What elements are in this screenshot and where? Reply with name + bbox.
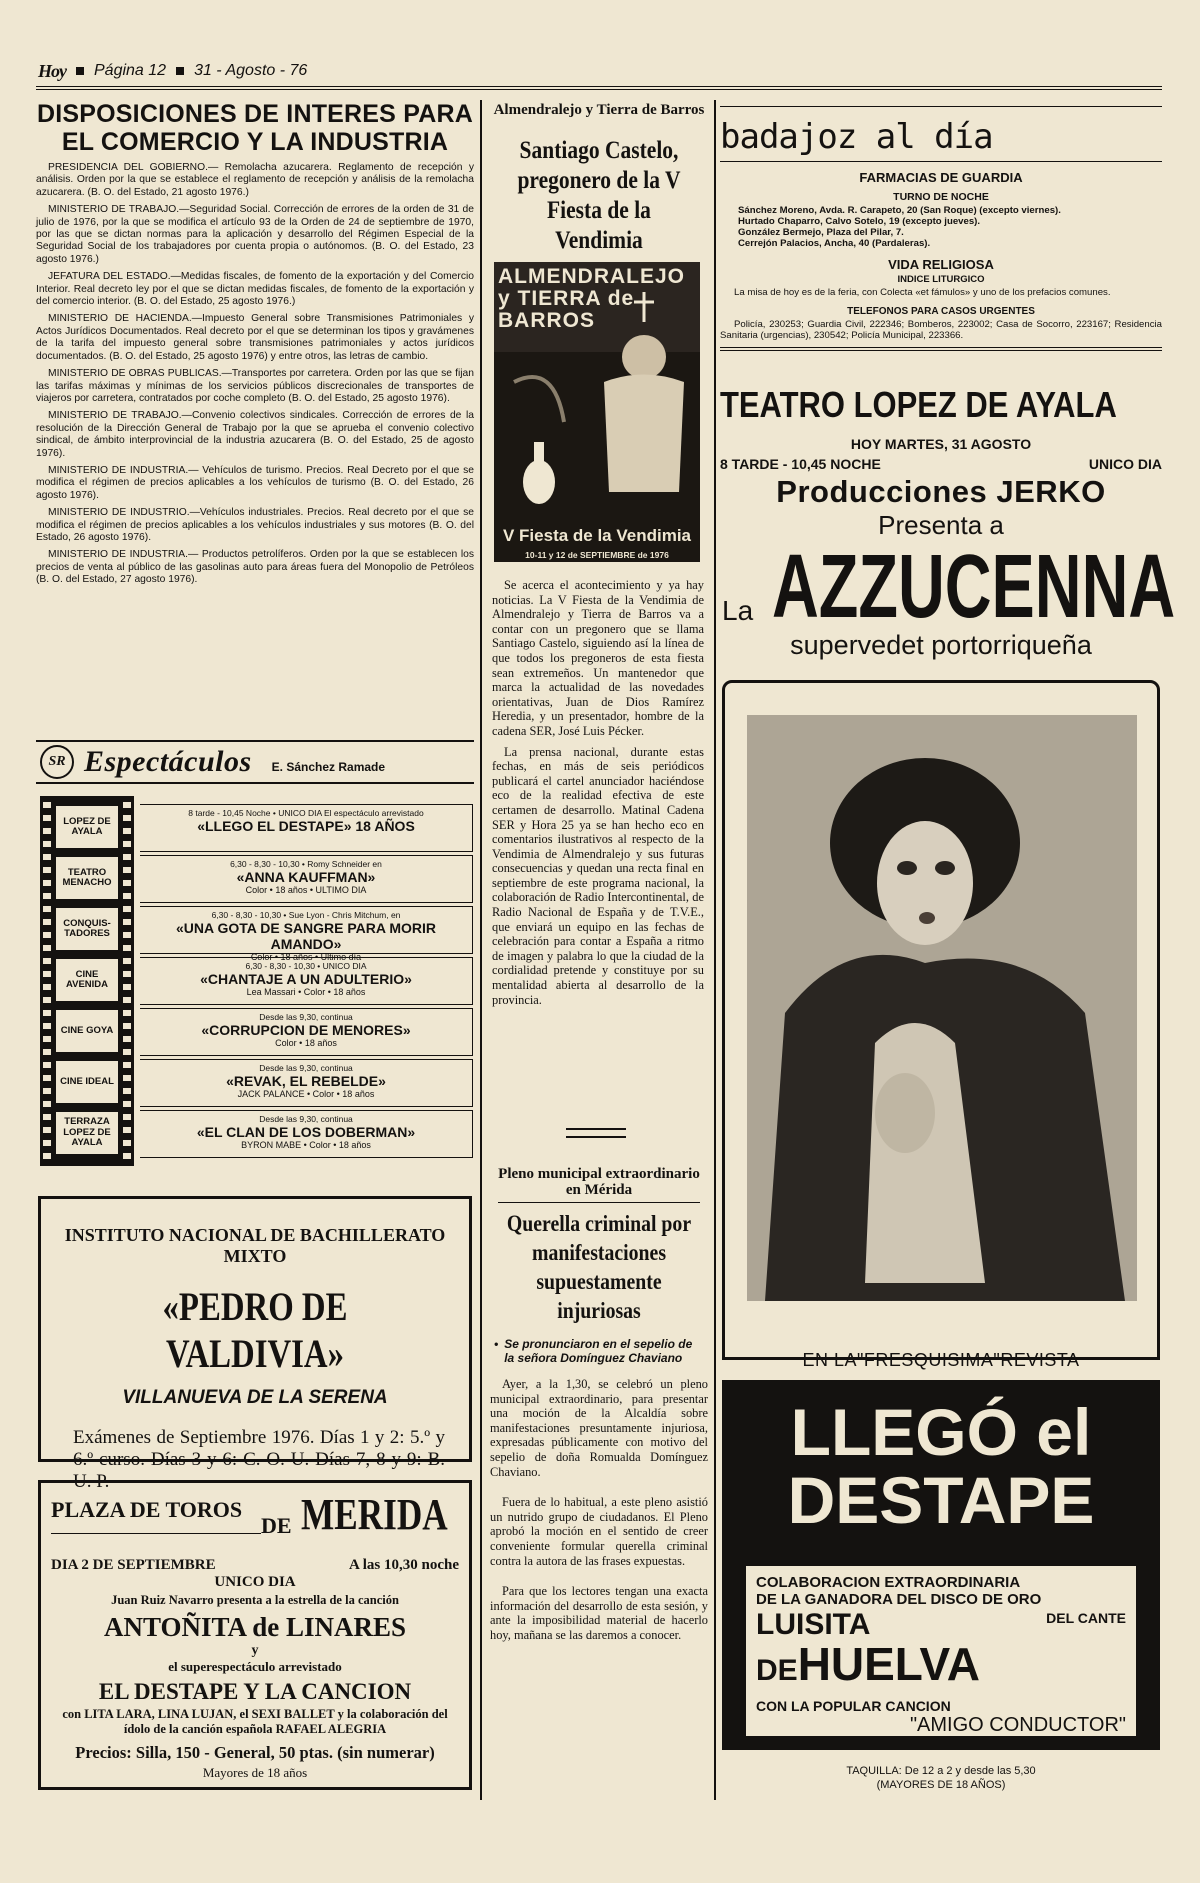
film-title: «CHANTAJE A UN ADULTERIO» <box>200 971 412 987</box>
film-times: 6,30 - 8,30 - 10,30 • UNICO DIA <box>245 961 367 971</box>
article-deck <box>494 1337 704 1365</box>
film-listing <box>140 1059 473 1107</box>
vendimia-body <box>492 578 704 1013</box>
divider <box>51 1533 261 1534</box>
heading-city: MERIDA <box>301 1490 448 1539</box>
school-place: VILLANUEVA DE LA SERENA <box>122 1387 388 1408</box>
collab-line1: COLABORACION EXTRAORDINARIA <box>756 1574 1021 1591</box>
vendimia-article <box>488 96 710 256</box>
telefonos-text: Policía, 230253; Guardia Civil, 222346; Bomberos, 223002; Casa de Socorro, 223167; Residencia Sanitaria (urgencias), 230542; Policía Municipal, 223366. <box>720 319 1162 341</box>
film-perforation <box>123 880 131 886</box>
unico-dia: UNICO DIA <box>1088 456 1162 472</box>
film-perforation <box>43 906 51 912</box>
cinema-name: TEATRO MENACHO <box>56 857 118 899</box>
film-perforation <box>43 815 51 821</box>
ad-heading: INSTITUTO NACIONAL DE BACHILLERATO MIXTO <box>64 1225 446 1266</box>
article-headline: Santiago Castelo, pregonero de la V Fiesta de la Vendimia <box>517 137 681 254</box>
film-perforation <box>123 932 131 938</box>
producer: Producciones JERKO <box>776 474 1106 509</box>
film-times: Desde las 9,30, continua <box>259 1012 353 1022</box>
film-perforation <box>123 906 131 912</box>
performer-photo <box>725 683 1157 1357</box>
film-perforation <box>43 1114 51 1120</box>
indice-heading: INDICE LITURGICO <box>897 274 985 285</box>
article-paragraph: JEFATURA DEL ESTADO.—Medidas fiscales, de fomento de la exportación y del Comercio Interior. Real decreto ley por el que se dictan medidas fiscales, de fomento de la exportación y del comercio interior. (B. O. del Estado, 25 agosto 1976.) <box>36 271 474 308</box>
star-row <box>720 537 1176 637</box>
issue-date: 31 - Agosto - 76 <box>194 62 308 79</box>
badajoz-al-dia <box>720 96 1162 351</box>
cinema-name: TERRAZA LOPEZ DE AYALA <box>56 1112 118 1154</box>
show-times: 8 TARDE - 10,45 NOCHE <box>720 456 881 472</box>
article-paragraph: MINISTERIO DE TRABAJO.—Seguridad Social. Corrección de errores de la orden de 31 de julio de 1976, por la que se modifica el artículo 93 de la Orden de 24 de septiembre de 1970, por las que se dictan normas para la aplicación y desarrollo del Régimen Especial de la Seguridad Social de los trabajadores por cuenta propia o autónomos. (B. O. del Estado, 23 agosto 1976.) <box>36 204 474 265</box>
film-perforation <box>123 1023 131 1029</box>
section-header <box>36 740 474 784</box>
newspaper-logo: Hoy <box>38 60 66 81</box>
song-intro: CON LA POPULAR CANCION <box>756 1698 951 1714</box>
film-title: «REVAK, EL REBELDE» <box>226 1073 386 1089</box>
singer-surname: HUELVA <box>797 1638 980 1690</box>
film-perforation <box>43 997 51 1003</box>
show-title-line2: DESTAPE <box>787 1463 1095 1537</box>
performer-photo-frame <box>722 680 1160 1370</box>
destape-ad <box>722 1380 1160 1750</box>
film-perforation <box>123 971 131 977</box>
date-row <box>51 1557 459 1574</box>
poster-festival: V Fiesta de la Vendimia <box>502 526 692 545</box>
times-row <box>720 456 1162 472</box>
kicker-rule <box>498 1202 700 1203</box>
school-name: «PEDRO DE VALDIVIA» <box>162 1284 348 1376</box>
film-perforation <box>123 828 131 834</box>
espectaculos-section <box>36 740 474 1170</box>
pleno-article <box>490 1166 708 1659</box>
film-listing <box>140 855 473 903</box>
theatre-name: TEATRO LOPEZ DE AYALA <box>720 384 1117 425</box>
poster-dates: 10-11 y 12 de SEPTIEMBRE de 1976 <box>525 550 669 560</box>
teatro-ad <box>720 380 1176 660</box>
film-times: Desde las 9,30, continua <box>259 1063 353 1073</box>
instituto-ad <box>38 1196 472 1492</box>
film-perforation <box>43 1101 51 1107</box>
article-paragraph: PRESIDENCIA DEL GOBIERNO.— Remolacha azucarera. Reglamento de recepción y análisis. Orden por la que se establece el reglamento de recepción y análisis de la remolacha azucarera. (B. O. del Estado, 21 agosto 1976.) <box>36 162 474 198</box>
star-name: AZZUCENNA <box>772 537 1176 637</box>
presenta: Presenta a <box>878 510 1004 540</box>
film-perforation <box>43 958 51 964</box>
film-perforation <box>43 841 51 847</box>
film-details: JACK PALANCE • Color • 18 años <box>237 1089 375 1099</box>
exam-schedule: Exámenes de Septiembre 1976. Días 1 y 2: 5.º y 6.º curso. Días 3 y 6: C. O. U. Días 7, 8 y 9: B. U. P. <box>73 1427 445 1492</box>
taquilla-info <box>720 1764 1162 1792</box>
collaboration-panel <box>746 1566 1136 1736</box>
article-paragraph: MINISTERIO DE INDUSTRIO.—Vehículos industriales. Precios. Real decreto por el que se modifica el régimen de precios aplicables a los vehículos industriales y sus motores (B. O. del Estado, 26 agosto 1976). <box>36 507 474 543</box>
film-perforation <box>43 984 51 990</box>
film-title: «CORRUPCION DE MENORES» <box>201 1022 411 1038</box>
page-number: Página 12 <box>94 62 167 79</box>
film-perforation <box>43 971 51 977</box>
film-title: «ANNA KAUFFMAN» <box>236 869 376 885</box>
singer-de: DE <box>756 1654 798 1687</box>
rule <box>720 161 1162 162</box>
farmacias-heading: FARMACIAS DE GUARDIA <box>859 170 1023 185</box>
heading-de: DE <box>261 1513 292 1538</box>
conjunction: y <box>251 1643 259 1658</box>
film-times: 6,30 - 8,30 - 10,30 • Romy Schneider en <box>230 859 382 869</box>
ad-heading <box>51 1483 459 1539</box>
unico-dia: UNICO DIA <box>214 1574 296 1590</box>
vida-text: La misa de hoy es de la feria, con Colecta «et fámulos» y uno de los prefacios comunes. <box>734 287 1111 298</box>
singer-first-name: LUISITA <box>756 1608 871 1641</box>
film-strip-graphic <box>40 796 134 1166</box>
cinema-name: CINE IDEAL <box>56 1061 118 1103</box>
film-perforation <box>123 854 131 860</box>
film-title: «LLEGO EL DESTAPE» 18 AÑOS <box>197 818 415 834</box>
film-perforation <box>123 997 131 1003</box>
film-listing <box>140 1008 473 1056</box>
film-perforation <box>123 919 131 925</box>
ticket-prices: Precios: Silla, 150 - General, 50 ptas. (sin numerar) <box>75 1743 435 1762</box>
star-subtitle: supervedet portorriqueña <box>790 630 1092 660</box>
presenter-line: Juan Ruiz Navarro presenta a la estrella de la canción <box>111 1593 399 1607</box>
film-details: Color • 18 años • Ultimo día <box>250 952 362 962</box>
film-perforation <box>43 945 51 951</box>
section-author: E. Sánchez Ramade <box>271 760 386 774</box>
film-details: Color • 18 años • ULTIMO DIA <box>245 885 367 895</box>
article-headline: Querella criminal por manifestaciones supuestamente injuriosas <box>506 1211 692 1323</box>
farmacia-item: González Bermejo, Plaza del Pilar, 7. <box>738 227 904 238</box>
film-listing <box>140 1110 473 1158</box>
film-perforation <box>123 1114 131 1120</box>
section-title: badajoz al día <box>720 117 993 157</box>
film-listing <box>140 906 473 962</box>
bullet-icon: • <box>494 1337 499 1351</box>
film-perforation <box>43 802 51 808</box>
cinema-name: CINE GOYA <box>56 1010 118 1052</box>
film-perforation <box>123 1153 131 1159</box>
age-restriction: (MAYORES DE 18 AÑOS) <box>876 1779 1006 1791</box>
square-bullet-icon <box>76 67 84 75</box>
heading-small: PLAZA DE TOROS <box>51 1497 243 1522</box>
turno-heading: TURNO DE NOCHE <box>893 191 989 203</box>
film-perforation <box>43 1010 51 1016</box>
article-paragraph: Ayer, a la 1,30, se celebró un pleno municipal extraordinario, para presentar una moción de la Alcaldía sobre manifestaciones presuntamente injuriosa, expresadas públicamente con motivo del sepelio de doña Romualda Domínguez Chaviano. <box>490 1377 708 1479</box>
film-perforation <box>123 815 131 821</box>
page-header <box>38 54 1162 88</box>
cinema-name: CONQUIS-TADORES <box>56 908 118 950</box>
event-date: DIA 2 DE SEPTIEMBRE <box>51 1557 216 1573</box>
show-name: EL DESTAPE Y LA CANCION <box>98 1679 412 1704</box>
film-perforation <box>123 1140 131 1146</box>
article-body <box>36 162 474 587</box>
article-paragraph: Para que los lectores tengan una exacta información del desarrollo de esta sesión, y ante la imposibilidad material de hacerlo hoy, mañana se las daremos a conocer. <box>490 1584 708 1642</box>
square-bullet-icon <box>176 67 184 75</box>
film-perforation <box>123 1049 131 1055</box>
article-kicker: Almendralejo y Tierra de Barros <box>493 102 705 118</box>
film-perforation <box>123 1036 131 1042</box>
article-la: La <box>722 595 754 626</box>
film-perforation <box>43 1127 51 1133</box>
vida-heading: VIDA RELIGIOSA <box>888 257 994 272</box>
column-divider <box>480 100 482 1800</box>
film-perforation <box>123 841 131 847</box>
film-perforation <box>43 893 51 899</box>
article-paragraph: MINISTERIO DE TRABAJO.—Convenio colectivos sindicales. Corrección de errores de la resolución de la Dirección General de Trabajo por la que se aprueba el convenio colectivo sindical, de ámbito interprovincial de la industria azucarera (B. O. del Estado, 25 de agosto 1976). <box>36 410 474 459</box>
film-perforation <box>123 893 131 899</box>
film-perforation <box>123 867 131 873</box>
film-title: «UNA GOTA DE SANGRE PARA MORIR AMANDO» <box>175 920 437 952</box>
film-perforation <box>123 958 131 964</box>
film-perforation <box>123 1101 131 1107</box>
film-perforation <box>43 1049 51 1055</box>
vendimia-poster-image <box>494 262 700 562</box>
film-listing <box>140 957 473 1005</box>
cinema-name: LOPEZ DE AYALA <box>56 806 118 848</box>
farmacia-item: Cerrejón Palacios, Ancha, 40 (Pardaleras). <box>738 238 931 249</box>
article-paragraph: Fuera de lo habitual, a este pleno asistió un nutrido grupo de ciudadanos. El Pleno aprobó la moción en el sentido de creer conveniente formular querella criminal contra la autora de las frases expuestas. <box>490 1495 708 1568</box>
film-perforation <box>43 1023 51 1029</box>
article-paragraph: MINISTERIO DE INDUSTRIA.— Productos petrolíferos. Orden por la que se establecen los precios de venta al público de las gasolinas auto para áreas fuera del Monopolio de Petróleos (B. O. del Estado, 27 agosto 1976). <box>36 549 474 586</box>
film-perforation <box>43 1153 51 1159</box>
column-divider <box>714 100 716 1800</box>
taquilla-hours: TAQUILLA: De 12 a 2 y desde las 5,30 <box>846 1765 1036 1777</box>
del-cante: DEL CANTE <box>1046 1610 1126 1626</box>
film-times: Desde las 9,30, continua <box>259 1114 353 1124</box>
article-paragraph: MINISTERIO DE INDUSTRIA.— Vehículos de turismo. Precios. Real Decreto por el que se modifica el régimen de precios aplicables a los vehículos de turismo (B. O. del Estado, 26 agosto 1976). <box>36 464 474 501</box>
song-title: "AMIGO CONDUCTOR" <box>909 1714 1126 1736</box>
film-perforation <box>123 1010 131 1016</box>
film-perforation <box>43 1088 51 1094</box>
film-times: 6,30 - 8,30 - 10,30 • Sue Lyon - Chris Mitchum, en <box>211 910 401 920</box>
farmacia-item: Hurtado Chaparro, Calvo Sotelo, 19 (excepto jueves). <box>738 216 981 227</box>
film-title: «EL CLAN DE LOS DOBERMAN» <box>196 1124 416 1140</box>
film-perforation <box>43 867 51 873</box>
disposiciones-article <box>36 96 474 592</box>
film-perforation <box>43 932 51 938</box>
telefonos-heading: TELEFONOS PARA CASOS URGENTES <box>847 306 1035 317</box>
age-restriction: Mayores de 18 años <box>202 1765 308 1780</box>
show-date: HOY MARTES, 31 AGOSTO <box>850 436 1032 452</box>
rule <box>720 347 1162 351</box>
article-paragraph: MINISTERIO DE OBRAS PUBLICAS.—Transportes por carretera. Orden por las que se fijan las tarifas máximas y mínimas de los servicios públicos discrecionales de transportes de viajeros por carretera, contratados por coche completo (B. O. del Estado, 25 agosto 1976). <box>36 368 474 404</box>
film-details: BYRON MABE • Color • 18 años <box>241 1140 371 1150</box>
film-perforation <box>123 802 131 808</box>
collab-line2: DE LA GANADORA DEL DISCO DE ORO <box>756 1591 1042 1608</box>
section-logo-icon: SR <box>40 745 74 779</box>
rule <box>720 106 1162 107</box>
film-perforation <box>123 984 131 990</box>
show-title-line1: LLEGÓ el <box>790 1395 1092 1469</box>
luisita-row <box>756 1608 1126 1642</box>
film-perforation <box>43 1062 51 1068</box>
article-headline: DISPOSICIONES DE INTERES PARA EL COMERCIO Y LA INDUSTRIA <box>37 100 473 156</box>
film-times: 8 tarde - 10,45 Noche • UNICO DIA El espectáculo arrevistado <box>188 808 424 818</box>
section-title: Espectáculos <box>84 745 252 778</box>
film-perforation <box>43 1075 51 1081</box>
revista-caption: EN LA"FRESQUISIMA"REVISTA <box>802 1350 1080 1370</box>
section-divider <box>566 1128 626 1130</box>
poster-title: ALMENDRALEJO y TIERRA de BARROS <box>498 265 686 332</box>
article-paragraph: Se acerca el acontecimiento y ya hay noticias. La V Fiesta de la Vendimia de Almendralejo y Tierra de Barros va a contar con un pregonero que se llama Santiago Castelo, siguiendo así la línea de que todos los pregoneros de esta fiesta sean extremeños. Un mantenedor que marca la actualidad de las novedades orientativas, Juan de Dios Ramírez Heredia, y un presentador, hombre de la cadena SER, José Luis Pécker. <box>492 578 704 738</box>
article-body <box>490 1377 708 1643</box>
farmacia-item: Sánchez Moreno, Avda. R. Carapeto, 20 (San Roque) (excepto viernes). <box>738 205 1061 216</box>
film-perforation <box>123 1062 131 1068</box>
film-details: Lea Massari • Color • 18 años <box>246 987 366 997</box>
film-perforation <box>123 1088 131 1094</box>
show-description: el superespectáculo arrevistado <box>168 1659 342 1674</box>
film-details: Color • 18 años <box>275 1038 337 1048</box>
film-perforation <box>43 854 51 860</box>
event-time: A las 10,30 noche <box>348 1557 459 1573</box>
article-kicker: Pleno municipal extraordinario en Mérida <box>498 1166 700 1198</box>
film-perforation <box>43 919 51 925</box>
film-perforation <box>43 1140 51 1146</box>
farmacias-list <box>738 205 1162 249</box>
deck-text: Se pronunciaron en el sepelio de la señora Domínguez Chaviano <box>504 1337 693 1365</box>
article-paragraph: La prensa nacional, durante estas fechas, en más de seis periódicos publicará el cartel anunciador haciéndose eco de la realidad efectiva de este certamen de desarrollo. Matinal Cadena SER y Hora 25 ya se han hecho eco en comentarios ilustrativos al respecto de la Vendimia de Almendralejo y sus futuras consecuencias y quedan una recta final en septiembre de este programa nacional, la colaboración de Radio Intercontinental, de Radio Nacional de España y de T.V.E., que enviará un equipo en las fechas de celebración para contar a España a ritmo de imagen y palabra lo que la ciudad de la cordialidad pretende y constituye por su mentalidad abierta al desarrollo de la provincia. <box>492 744 704 1007</box>
cinema-name: CINE AVENIDA <box>56 959 118 1001</box>
singer-surname-row <box>756 1638 1126 1698</box>
film-perforation <box>123 1127 131 1133</box>
film-perforation <box>43 1036 51 1042</box>
film-perforation <box>123 1075 131 1081</box>
header-rule <box>36 86 1162 90</box>
plaza-toros-ad <box>38 1480 472 1790</box>
film-listing <box>140 804 473 852</box>
section-divider <box>566 1136 626 1138</box>
article-paragraph: MINISTERIO DE HACIENDA.—Impuesto General sobre Transmisiones Patrimoniales y Actos Jurídicos Documentados. Real decreto por el que se determinan los tipos y gravámenes de la tarifa del impuesto general sobre transmisiones patrimoniales y actos jurídicos documentados. (B. O. del Estado, 25 agosto 1976) y entre otros, las letras de cambio. <box>36 313 474 362</box>
film-perforation <box>43 828 51 834</box>
show-collaborators: con LITA LARA, LINA LUJAN, el SEXI BALLET y la colaboración del ídolo de la canción española RAFAEL ALEGRIA <box>62 1707 448 1736</box>
film-perforation <box>123 945 131 951</box>
film-perforation <box>43 880 51 886</box>
star-name: ANTOÑITA de LINARES <box>103 1612 407 1642</box>
